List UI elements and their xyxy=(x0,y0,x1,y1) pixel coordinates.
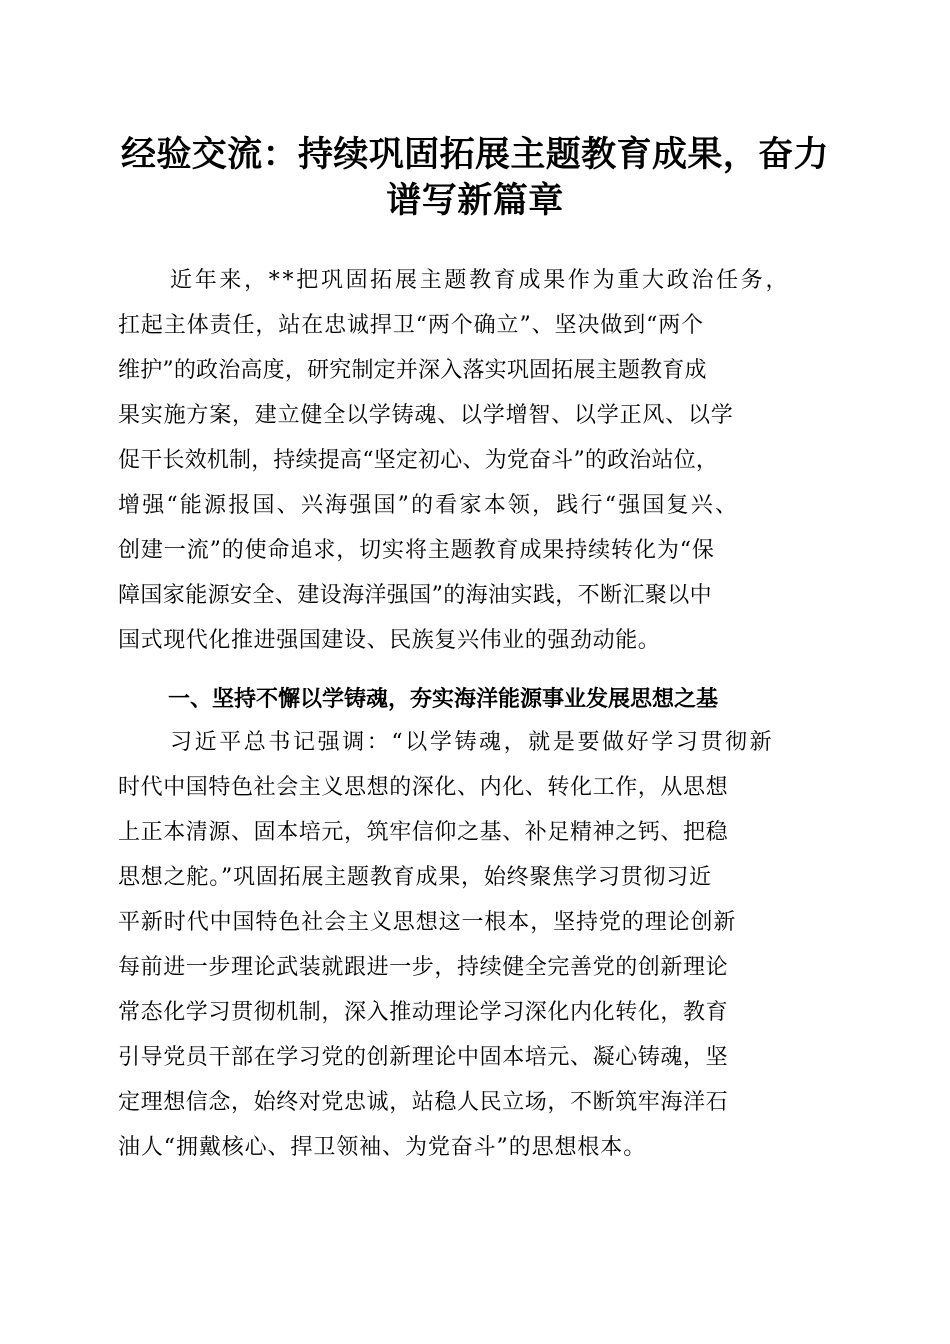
paragraph-line: 果实施方案，建立健全以学铸魂、以学增智、以学正风、以学 xyxy=(118,403,734,428)
paragraph-line: 定理想信念，始终对党忠诚，站稳人民立场，不断筑牢海洋石 xyxy=(118,1090,729,1115)
paragraph-line: 近年来，**把巩固拓展主题教育成果作为重大政治任务， xyxy=(170,268,791,293)
document-title xyxy=(100,132,850,224)
paragraph-line: 思想之舵。”巩固拓展主题教育成果，始终聚焦学习贯彻习近 xyxy=(118,865,712,890)
paragraph-line: 常态化学习贯彻机制，深入推动理论学习深化内化转化，教育 xyxy=(118,1000,729,1025)
paragraph-line: 国式现代化推进强国建设、民族复兴伟业的强劲动能。 xyxy=(118,628,661,653)
intro-paragraph xyxy=(118,258,838,663)
title-line: 谱写新篇章 xyxy=(386,180,564,221)
paragraph-line: 障国家能源安全、建设海洋强国”的海油实践，不断汇聚以中 xyxy=(118,583,713,608)
paragraph-line: 增强“能源报国、兴海强国”的看家本领，践行“强国复兴、 xyxy=(118,493,740,518)
paragraph-line: 油人“拥戴核心、捍卫领袖、为党奋斗”的思想根本。 xyxy=(118,1135,647,1160)
section1-paragraph xyxy=(118,720,838,1170)
paragraph-line: 创建一流”的使命追求，切实将主题教育成果持续转化为“保 xyxy=(118,538,715,563)
paragraph-line: 时代中国特色社会主义思想的深化、内化、转化工作，从思想 xyxy=(118,775,729,800)
paragraph-line: 习近平总书记强调：“以学铸魂，就是要做好学习贯彻新 xyxy=(170,730,775,755)
paragraph-line: 维护”的政治高度，研究制定并深入落实巩固拓展主题教育成 xyxy=(118,358,707,383)
paragraph-line: 每前进一步理论武装就跟进一步，持续健全完善党的创新理论 xyxy=(118,955,729,980)
section-heading: 一、坚持不懈以学铸魂，夯实海洋能源事业发展思想之基 xyxy=(168,687,719,712)
title-line: 经验交流：持续巩固拓展主题教育成果，奋力 xyxy=(120,134,829,175)
paragraph-line: 引导党员干部在学习党的创新理论中固本培元、凝心铸魂，坚 xyxy=(118,1045,729,1070)
paragraph-line: 上正本清源、固本培元，筑牢信仰之基、补足精神之钙、把稳 xyxy=(118,820,729,845)
paragraph-line: 平新时代中国特色社会主义思想这一根本，坚持党的理论创新 xyxy=(118,910,737,935)
paragraph-line: 促干长效机制，持续提高“坚定初心、为党奋斗”的政治站位， xyxy=(118,448,719,473)
paragraph-line: 扛起主体责任，站在忠诚捍卫“两个确立”、坚决做到“两个 xyxy=(118,313,705,338)
